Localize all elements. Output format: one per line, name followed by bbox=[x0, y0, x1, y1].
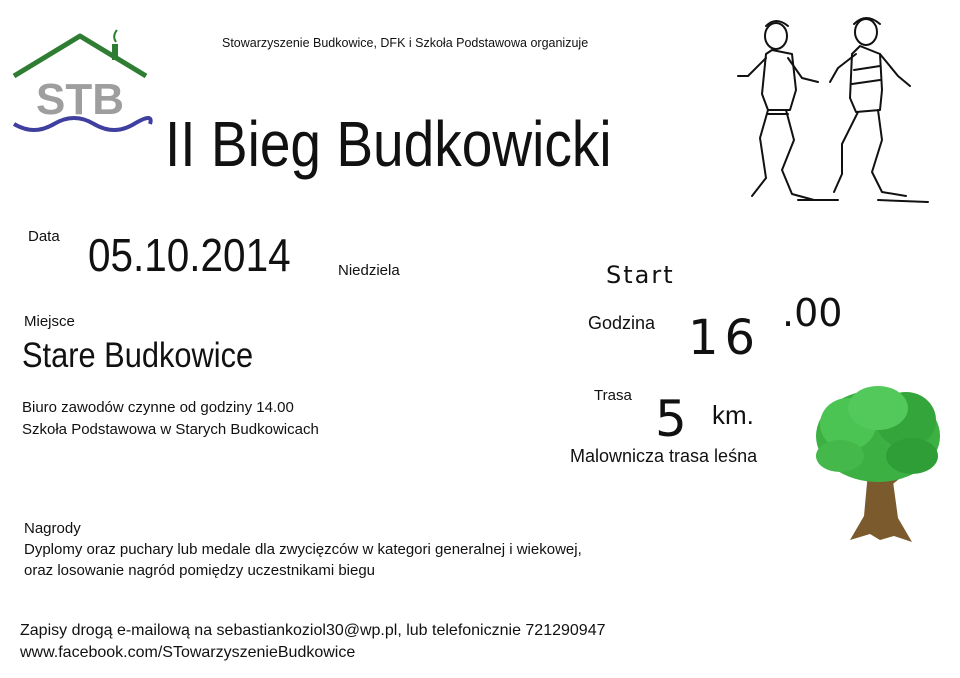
stb-logo-text: STB bbox=[36, 75, 124, 124]
runners-illustration bbox=[728, 14, 948, 210]
start-label: Start bbox=[606, 261, 675, 289]
date-value-text: 05.10.2014 bbox=[88, 229, 291, 281]
event-title bbox=[165, 108, 684, 180]
route-description: Malownicza trasa leśna bbox=[570, 446, 758, 466]
office-info bbox=[22, 397, 319, 441]
facebook-link[interactable]: www.facebook.com/STowarzyszenieBudkowice bbox=[20, 644, 356, 661]
place-label: Miejsce bbox=[24, 313, 75, 330]
office-location: Szkoła Podstawowa w Starych Budkowicach bbox=[22, 421, 319, 438]
organizer-line: Stowarzyszenie Budkowice, DFK i Szkoła Podstawowa organizuje bbox=[222, 36, 589, 50]
prizes-label: Nagrody bbox=[24, 520, 81, 537]
office-hours: Biuro zawodów czynne od godziny 14.00 bbox=[22, 399, 294, 416]
place-value bbox=[22, 338, 285, 373]
hour-label: Godzina bbox=[588, 313, 656, 333]
route-distance: 5 bbox=[655, 390, 687, 448]
prizes-section bbox=[24, 518, 582, 581]
route-label: Trasa bbox=[594, 387, 632, 404]
registration-line: Zapisy drogą e-mailową na sebastiankoziol30@wp.pl, lub telefonicznie 721290947 bbox=[20, 622, 606, 639]
place-value-text: Stare Budkowice bbox=[22, 336, 254, 375]
start-hour: 16 bbox=[688, 310, 762, 366]
tree-illustration bbox=[812, 380, 946, 548]
prizes-line1: Dyplomy oraz puchary lub medale dla zwycięzców w kategori generalnej i wiekowej, bbox=[24, 541, 582, 558]
event-title-text: II Bieg Budkowicki bbox=[165, 108, 612, 180]
prizes-line2: oraz losowanie nagród pomiędzy uczestnikami biegu bbox=[24, 562, 376, 579]
contact-section bbox=[20, 620, 606, 664]
start-minutes: .00 bbox=[782, 291, 843, 335]
date-label: Data bbox=[28, 228, 60, 245]
date-value bbox=[88, 229, 318, 281]
date-weekday: Niedziela bbox=[338, 262, 400, 279]
stb-logo bbox=[8, 28, 153, 140]
route-unit: km. bbox=[712, 400, 754, 430]
